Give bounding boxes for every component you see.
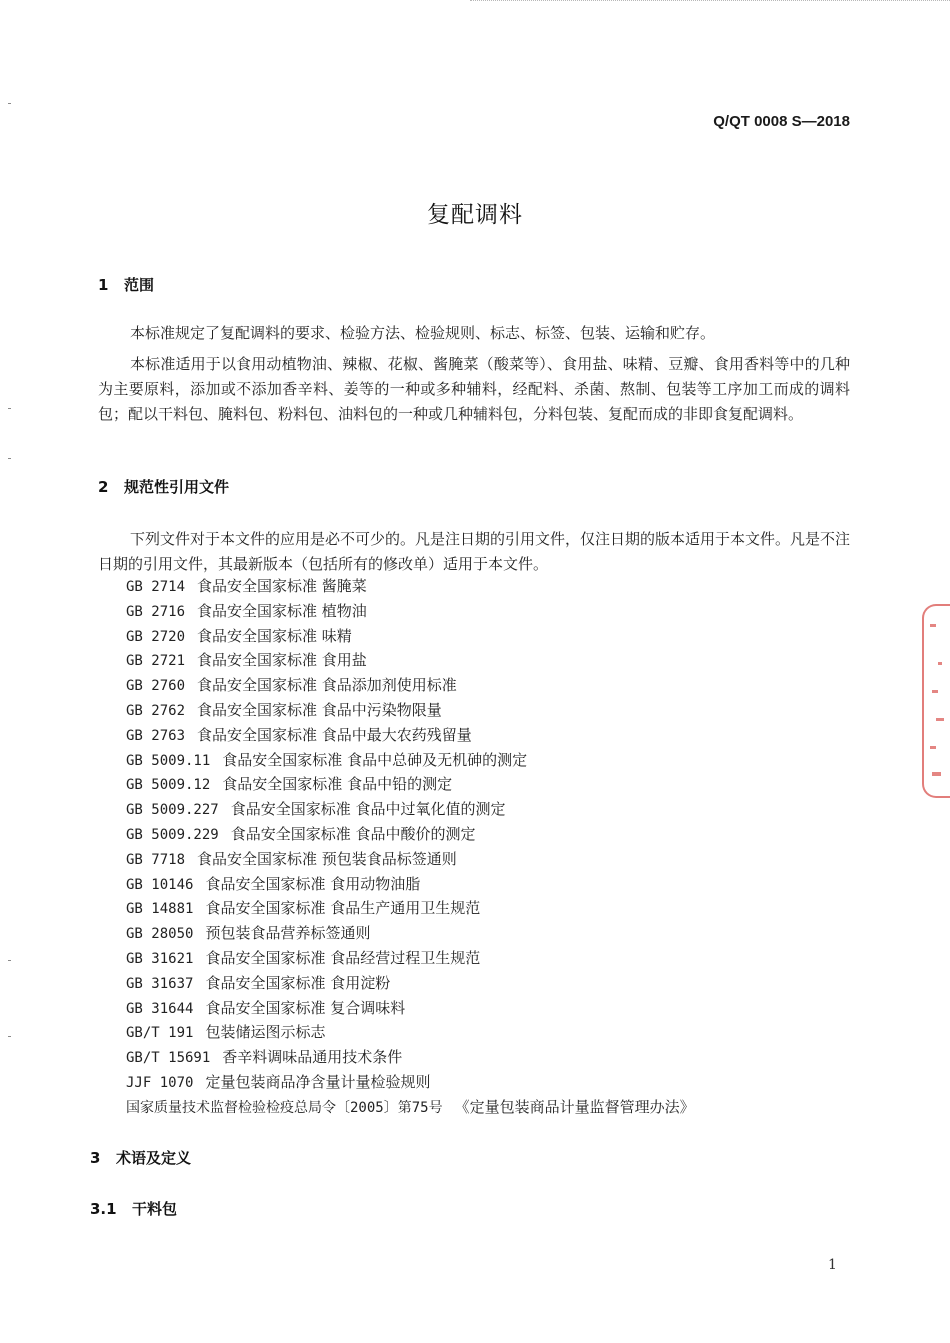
reference-item (126, 673, 695, 698)
reference-title: 食品安全国家标准 复合调味料 (205, 998, 406, 1017)
reference-code: GB 2716 (126, 603, 186, 620)
reference-title: 食品安全国家标准 预包装食品标签通则 (197, 849, 457, 868)
reference-list (126, 574, 695, 1120)
seal-mark (930, 746, 936, 749)
seal-mark (938, 662, 942, 665)
normative-refs-intro: 下列文件对于本文件的应用是必不可少的。凡是注日期的引用文件，仅注日期的版本适用于本文件。凡是不注日期的引用文件，其最新版本（包括所有的修改单）适用于本文件。 (98, 530, 851, 573)
reference-title: 食品安全国家标准 味精 (197, 626, 352, 645)
top-border-line (470, 0, 950, 2)
reference-item (126, 946, 695, 971)
reference-title: 食品安全国家标准 食品中铅的测定 (222, 775, 453, 794)
reference-title: 食品安全国家标准 食品生产通用卫生规范 (205, 899, 481, 918)
reference-item (126, 896, 695, 921)
reference-title: 食品安全国家标准 食品添加剂使用标准 (197, 676, 457, 695)
reference-title: 包装储运图示标志 (205, 1023, 326, 1042)
section-title: 范围 (124, 276, 155, 294)
reference-code: GB 2762 (126, 702, 186, 719)
reference-item (126, 648, 695, 673)
subsection-heading-dry-pack (90, 1198, 177, 1219)
reference-item (126, 971, 695, 996)
seal-mark (936, 718, 944, 721)
reference-item (126, 574, 695, 599)
reference-item (126, 921, 695, 946)
margin-tick (8, 408, 11, 409)
section-heading-scope (98, 274, 154, 295)
reference-item (126, 698, 695, 723)
section-title: 术语及定义 (116, 1149, 192, 1167)
reference-title: 食品安全国家标准 食用盐 (197, 651, 367, 670)
reference-title: 《定量包装商品计量监督管理办法》 (454, 1097, 695, 1116)
reference-code: GB 31637 (126, 975, 194, 992)
section-number: 2 (98, 478, 109, 496)
reference-item (126, 872, 695, 897)
seal-mark (930, 624, 936, 627)
reference-item (126, 1095, 695, 1120)
reference-code: GB 14881 (126, 901, 194, 918)
reference-code: GB 2760 (126, 678, 186, 695)
reference-title: 食品安全国家标准 食品中过氧化值的测定 (230, 800, 506, 819)
reference-item (126, 748, 695, 773)
reference-code: GB 5009.227 (126, 802, 219, 819)
reference-code: GB/T 191 (126, 1025, 194, 1042)
reference-title: 食品安全国家标准 食品中酸价的测定 (230, 824, 476, 843)
section-title: 干料包 (132, 1200, 178, 1218)
margin-tick (8, 103, 11, 104)
seal-stamp (922, 604, 950, 798)
reference-title: 食品安全国家标准 食品中污染物限量 (197, 700, 442, 719)
reference-title: 定量包装商品净含量计量检验规则 (205, 1072, 431, 1091)
section-heading-terms (90, 1147, 191, 1168)
reference-code: GB 2721 (126, 653, 186, 670)
seal-mark (932, 772, 941, 776)
reference-title: 食品安全国家标准 食品中总砷及无机砷的测定 (222, 750, 528, 769)
reference-code: GB 2714 (126, 579, 186, 595)
reference-title: 食品安全国家标准 酱腌菜 (197, 577, 367, 595)
section-number: 1 (98, 276, 109, 294)
reference-item (126, 723, 695, 748)
reference-title: 食品安全国家标准 食用动物油脂 (205, 874, 421, 893)
page-number: 1 (828, 1257, 837, 1273)
reference-code: GB 5009.11 (126, 752, 211, 769)
section-heading-normative-refs (98, 476, 229, 497)
reference-code: JJF 1070 (126, 1074, 194, 1091)
reference-title: 预包装食品营养标签通则 (205, 924, 371, 943)
margin-tick (8, 960, 11, 961)
reference-code: GB 2763 (126, 727, 186, 744)
scope-paragraph-1: 本标准规定了复配调料的要求、检验方法、检验规则、标志、标签、包装、运输和贮存。 (130, 324, 716, 342)
section-number: 3 (90, 1149, 101, 1167)
reference-code: GB 31621 (126, 950, 194, 967)
seal-mark (932, 690, 938, 693)
document-title: 复配调料 (427, 202, 523, 228)
reference-item (126, 1070, 695, 1095)
standard-code: Q/QT 0008 S—2018 (713, 113, 850, 130)
margin-tick (8, 1036, 11, 1037)
reference-code: GB 5009.229 (126, 826, 219, 843)
section-number: 3.1 (90, 1200, 117, 1218)
reference-code: GB 2720 (126, 628, 186, 645)
reference-code: GB 5009.12 (126, 777, 211, 794)
reference-item (126, 772, 695, 797)
reference-item (126, 996, 695, 1021)
reference-item (126, 624, 695, 649)
reference-item (126, 599, 695, 624)
reference-code: GB 7718 (126, 851, 186, 868)
reference-item (126, 797, 695, 822)
reference-code: GB 10146 (126, 876, 194, 893)
reference-item (126, 847, 695, 872)
reference-title: 香辛料调味品通用技术条件 (222, 1048, 403, 1067)
reference-title: 食品安全国家标准 食品中最大农药残留量 (197, 725, 472, 744)
reference-code: GB/T 15691 (126, 1050, 211, 1067)
margin-tick (8, 458, 11, 459)
reference-title: 食品安全国家标准 食品经营过程卫生规范 (205, 948, 481, 967)
reference-item (126, 1045, 695, 1070)
reference-item (126, 822, 695, 847)
reference-code: 国家质量技术监督检验检疫总局令〔2005〕第75号 (126, 1099, 443, 1116)
reference-item (126, 1020, 695, 1045)
reference-title: 食品安全国家标准 植物油 (197, 601, 367, 620)
reference-code: GB 28050 (126, 926, 194, 943)
section-title: 规范性引用文件 (124, 478, 230, 496)
scope-paragraph-2: 本标准适用于以食用动植物油、辣椒、花椒、酱腌菜（酸菜等）、食用盐、味精、豆瓣、食用香料等中的几种为主要原料，添加或不添加香辛料、姜等的一种或多种辅料，经配料、杀菌、熬制、包装等工序加工而成的调料包；配以干料包、腌料包、粉料包、油料包的一种或几种辅料包，分料包装、复配而成的非即食复配调料。 (98, 355, 850, 423)
reference-code: GB 31644 (126, 1000, 194, 1017)
reference-title: 食品安全国家标准 食用淀粉 (205, 973, 391, 992)
